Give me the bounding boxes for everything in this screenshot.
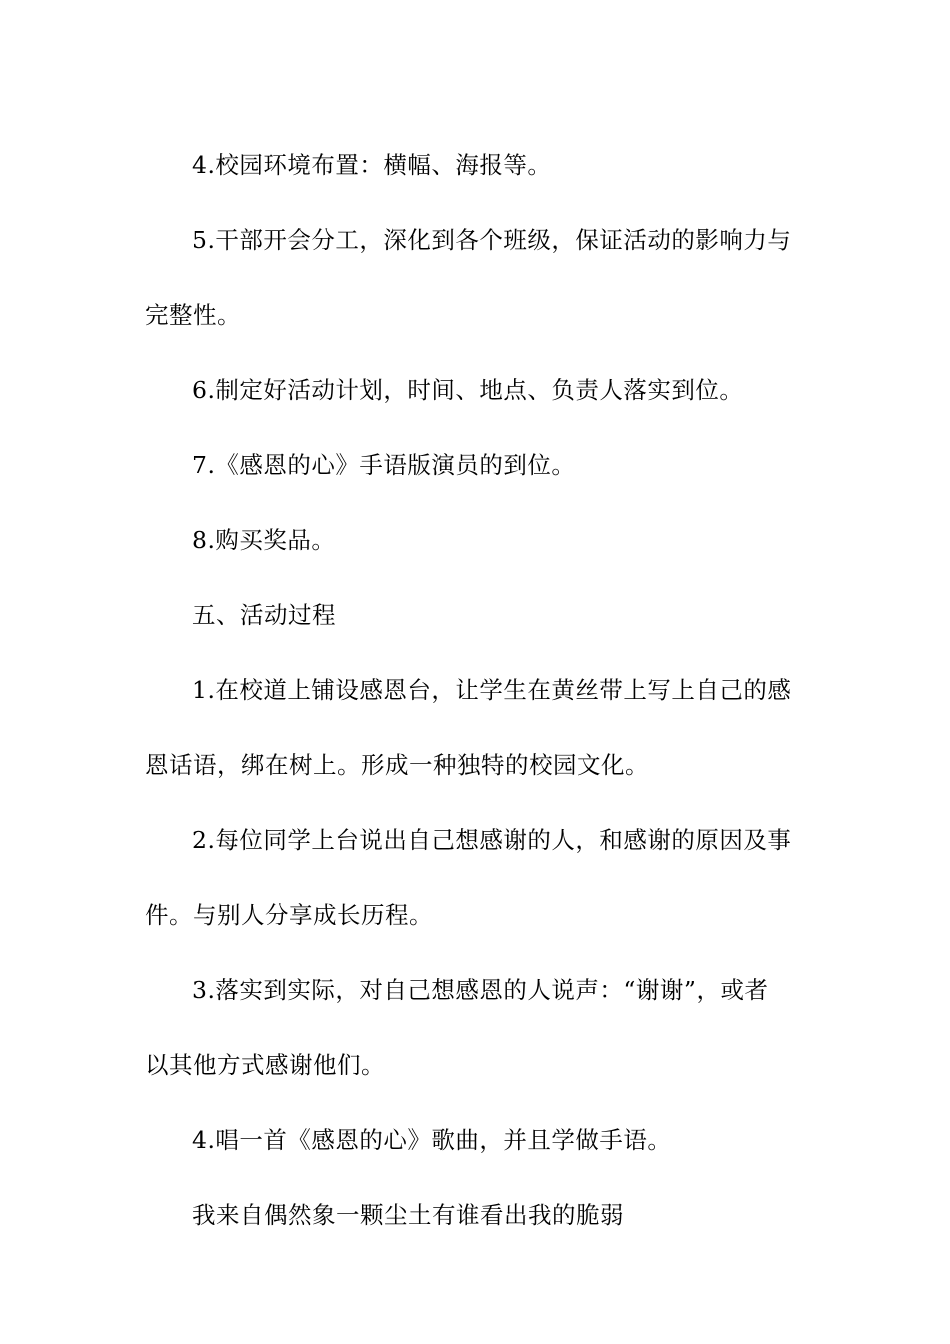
document-body [145, 128, 805, 1253]
text-line-continuation: 以其他方式感谢他们。 [145, 1051, 385, 1079]
text-line: 3.落实到实际，对自己想感恩的人说声：“谢谢”，或者 [192, 976, 769, 1004]
text-line: 4.唱一首《感恩的心》歌曲，并且学做手语。 [192, 1126, 672, 1154]
text-line: 7.《感恩的心》手语版演员的到位。 [192, 451, 576, 479]
text-line-continuation: 件。与别人分享成长历程。 [145, 901, 433, 929]
text-line: 2.每位同学上台说出自己想感谢的人，和感谢的原因及事 [192, 826, 792, 854]
section-heading: 五、活动过程 [192, 601, 336, 629]
text-line: 4.校园环境布置：横幅、海报等。 [192, 151, 552, 179]
text-line: 5.干部开会分工，深化到各个班级，保证活动的影响力与 [192, 226, 792, 254]
text-line: 8.购买奖品。 [192, 526, 336, 554]
text-line: 6.制定好活动计划，时间、地点、负责人落实到位。 [192, 376, 744, 404]
lyrics-line: 我来自偶然象一颗尘土有谁看出我的脆弱 [192, 1201, 624, 1229]
text-line: 1.在校道上铺设感恩台，让学生在黄丝带上写上自己的感 [192, 676, 792, 704]
text-line-continuation: 恩话语，绑在树上。形成一种独特的校园文化。 [145, 751, 649, 779]
text-line-continuation: 完整性。 [145, 301, 241, 329]
